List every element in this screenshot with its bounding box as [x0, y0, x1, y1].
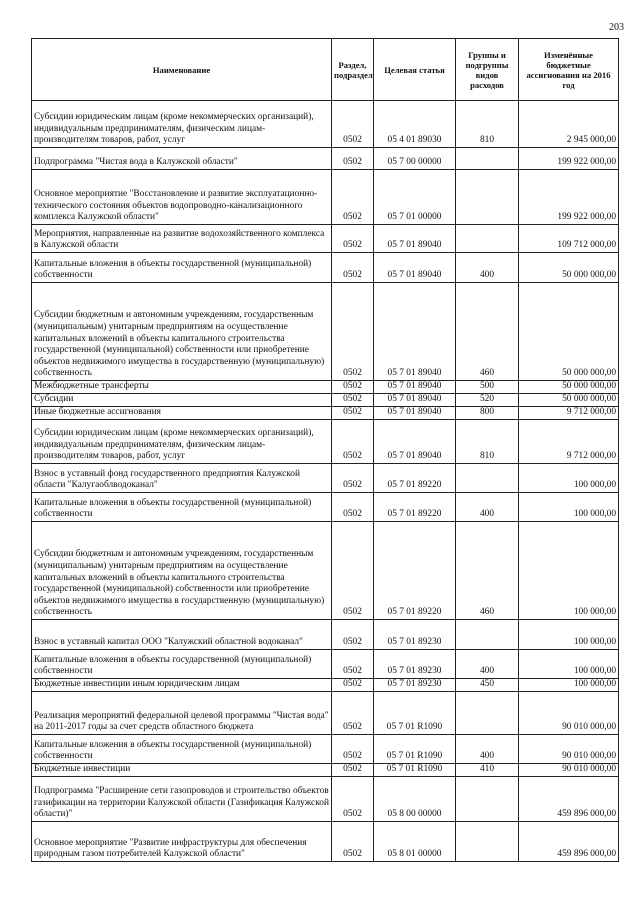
row-amount: 100 000,00 — [519, 493, 619, 522]
row-target: 05 7 00 00000 — [374, 148, 456, 170]
row-amount: 90 010 000,00 — [519, 692, 619, 735]
table-row — [32, 170, 619, 225]
table-row — [32, 225, 619, 253]
row-amount: 100 000,00 — [519, 620, 619, 650]
row-group: 460 — [456, 283, 519, 381]
table-row — [32, 764, 619, 777]
row-target: 05 7 01 89230 — [374, 620, 456, 650]
budget-table — [31, 38, 619, 862]
row-group — [456, 692, 519, 735]
row-group — [456, 822, 519, 862]
row-name: Взнос в уставный капитал ООО "Калужский областной водоканал" — [32, 620, 332, 650]
row-group — [456, 464, 519, 493]
row-name: Капитальные вложения в объекты государственной (муниципальной) собственности — [32, 650, 332, 679]
row-amount: 9 712 000,00 — [519, 420, 619, 464]
row-target: 05 7 01 89220 — [374, 464, 456, 493]
row-name: Капитальные вложения в объекты государственной (муниципальной) собственности — [32, 253, 332, 283]
row-target: 05 7 01 00000 — [374, 170, 456, 225]
row-target: 05 7 01 89040 — [374, 420, 456, 464]
row-name: Капитальные вложения в объекты государственной (муниципальной) собственности — [32, 735, 332, 764]
row-name: Иные бюджетные ассигнования — [32, 407, 332, 420]
row-name: Бюджетные инвестиции — [32, 764, 332, 777]
row-amount: 199 922 000,00 — [519, 170, 619, 225]
table-row — [32, 101, 619, 148]
table-header-row — [32, 39, 619, 101]
row-group: 400 — [456, 650, 519, 679]
row-amount: 100 000,00 — [519, 650, 619, 679]
row-name: Основное мероприятие "Восстановление и развитие эксплуатационно-технического состояния объектов водопроводно-канализационного комплекса Калужской области" — [32, 170, 332, 225]
row-section: 0502 — [332, 692, 374, 735]
row-section: 0502 — [332, 777, 374, 822]
row-section: 0502 — [332, 493, 374, 522]
row-group — [456, 225, 519, 253]
row-group — [456, 777, 519, 822]
row-section: 0502 — [332, 148, 374, 170]
row-group: 460 — [456, 522, 519, 620]
row-amount: 50 000 000,00 — [519, 253, 619, 283]
row-group: 450 — [456, 679, 519, 692]
row-group: 810 — [456, 420, 519, 464]
row-name: Капитальные вложения в объекты государственной (муниципальной) собственности — [32, 493, 332, 522]
row-amount: 199 922 000,00 — [519, 148, 619, 170]
row-name: Межбюджетные трансферты — [32, 381, 332, 394]
row-target: 05 7 01 89230 — [374, 650, 456, 679]
table-row — [32, 283, 619, 381]
row-name: Субсидии юридическим лицам (кроме некоммерческих организаций), индивидуальным предпринимателям, физическим лицам-производителям товаров, работ, услуг — [32, 420, 332, 464]
row-name: Бюджетные инвестиции иным юридическим лицам — [32, 679, 332, 692]
row-target: 05 7 01 89040 — [374, 283, 456, 381]
row-group: 410 — [456, 764, 519, 777]
row-section: 0502 — [332, 764, 374, 777]
table-row — [32, 822, 619, 862]
row-amount: 50 000 000,00 — [519, 283, 619, 381]
row-name: Подпрограмма "Расширение сети газопроводов и строительство объектов газификации на территории Калужской области (Газификация Калужской области)" — [32, 777, 332, 822]
row-group: 500 — [456, 381, 519, 394]
table-row — [32, 679, 619, 692]
row-target: 05 7 01 R1090 — [374, 764, 456, 777]
row-section: 0502 — [332, 522, 374, 620]
row-section: 0502 — [332, 735, 374, 764]
table-row — [32, 735, 619, 764]
row-name: Субсидии — [32, 394, 332, 407]
row-amount: 9 712 000,00 — [519, 407, 619, 420]
row-target: 05 8 01 00000 — [374, 822, 456, 862]
row-group — [456, 148, 519, 170]
row-target: 05 7 01 89220 — [374, 493, 456, 522]
row-section: 0502 — [332, 464, 374, 493]
row-target: 05 7 01 R1090 — [374, 692, 456, 735]
table-row — [32, 464, 619, 493]
row-target: 05 7 01 89040 — [374, 225, 456, 253]
header-name: Наименование — [32, 39, 332, 101]
row-group — [456, 620, 519, 650]
table-row — [32, 522, 619, 620]
row-section: 0502 — [332, 170, 374, 225]
row-target: 05 4 01 89030 — [374, 101, 456, 148]
table-row — [32, 148, 619, 170]
table-row — [32, 692, 619, 735]
row-amount: 50 000 000,00 — [519, 394, 619, 407]
row-group: 520 — [456, 394, 519, 407]
row-name: Субсидии бюджетным и автономным учреждениям, государственным (муниципальным) унитарным предприятиям на осуществление капитальных вложений в объекты капитального строительства государственной (муниципальной) собственности или приобретение объектов недвижимого имущества в государственную (муниципальную) собственность — [32, 522, 332, 620]
row-section: 0502 — [332, 101, 374, 148]
row-amount: 50 000 000,00 — [519, 381, 619, 394]
row-group: 800 — [456, 407, 519, 420]
row-section: 0502 — [332, 225, 374, 253]
row-section: 0502 — [332, 407, 374, 420]
row-amount: 459 896 000,00 — [519, 777, 619, 822]
row-amount: 109 712 000,00 — [519, 225, 619, 253]
row-section: 0502 — [332, 283, 374, 381]
row-amount: 100 000,00 — [519, 464, 619, 493]
row-group: 810 — [456, 101, 519, 148]
row-group: 400 — [456, 493, 519, 522]
table-row — [32, 620, 619, 650]
row-section: 0502 — [332, 253, 374, 283]
table-row — [32, 381, 619, 394]
row-target: 05 7 01 89040 — [374, 407, 456, 420]
row-target: 05 8 00 00000 — [374, 777, 456, 822]
row-target: 05 7 01 89040 — [374, 394, 456, 407]
header-section: Раздел, подраздел — [332, 39, 374, 101]
row-group: 400 — [456, 735, 519, 764]
row-amount: 90 010 000,00 — [519, 764, 619, 777]
row-target: 05 7 01 89220 — [374, 522, 456, 620]
row-target: 05 7 01 89040 — [374, 253, 456, 283]
row-section: 0502 — [332, 620, 374, 650]
row-target: 05 7 01 R1090 — [374, 735, 456, 764]
table-row — [32, 253, 619, 283]
row-section: 0502 — [332, 394, 374, 407]
row-name: Реализация мероприятий федеральной целевой программы "Чистая вода" на 2011-2017 годы за счет средств областного бюджета — [32, 692, 332, 735]
row-name: Подпрограмма "Чистая вода в Калужской области" — [32, 148, 332, 170]
row-amount: 90 010 000,00 — [519, 735, 619, 764]
table-row — [32, 650, 619, 679]
row-amount: 459 896 000,00 — [519, 822, 619, 862]
table-row — [32, 777, 619, 822]
row-section: 0502 — [332, 420, 374, 464]
table-row — [32, 394, 619, 407]
table-row — [32, 407, 619, 420]
row-section: 0502 — [332, 381, 374, 394]
row-section: 0502 — [332, 679, 374, 692]
row-group: 400 — [456, 253, 519, 283]
row-amount: 100 000,00 — [519, 679, 619, 692]
header-target: Целевая статья — [374, 39, 456, 101]
row-name: Основное мероприятие "Развитие инфраструктуры для обеспечения природным газом потребителей Калужской области" — [32, 822, 332, 862]
row-name: Мероприятия, направленные на развитие водохозяйственного комплекса в Калужской области — [32, 225, 332, 253]
row-amount: 100 000,00 — [519, 522, 619, 620]
row-name: Взнос в уставный фонд государственного предприятия Калужской области "Калугаоблводоканал" — [32, 464, 332, 493]
row-group — [456, 170, 519, 225]
row-amount: 2 945 000,00 — [519, 101, 619, 148]
row-target: 05 7 01 89230 — [374, 679, 456, 692]
header-groups: Группы и подгруппы видов расходов — [456, 39, 519, 101]
header-amount: Изменённые бюджетные ассигнования на 2016 год — [519, 39, 619, 101]
row-name: Субсидии бюджетным и автономным учреждениям, государственным (муниципальным) унитарным предприятиям на осуществление капитальных вложений в объекты капитального строительства государственной (муниципальной) собственности или приобретение объектов недвижимого имущества в государственную (муниципальную) собственность — [32, 283, 332, 381]
page-number: 203 — [609, 22, 624, 33]
row-name: Субсидии юридическим лицам (кроме некоммерческих организаций), индивидуальным предпринимателям, физическим лицам-производителям товаров, работ, услуг — [32, 101, 332, 148]
row-target: 05 7 01 89040 — [374, 381, 456, 394]
table-row — [32, 493, 619, 522]
table-row — [32, 420, 619, 464]
row-section: 0502 — [332, 822, 374, 862]
row-section: 0502 — [332, 650, 374, 679]
